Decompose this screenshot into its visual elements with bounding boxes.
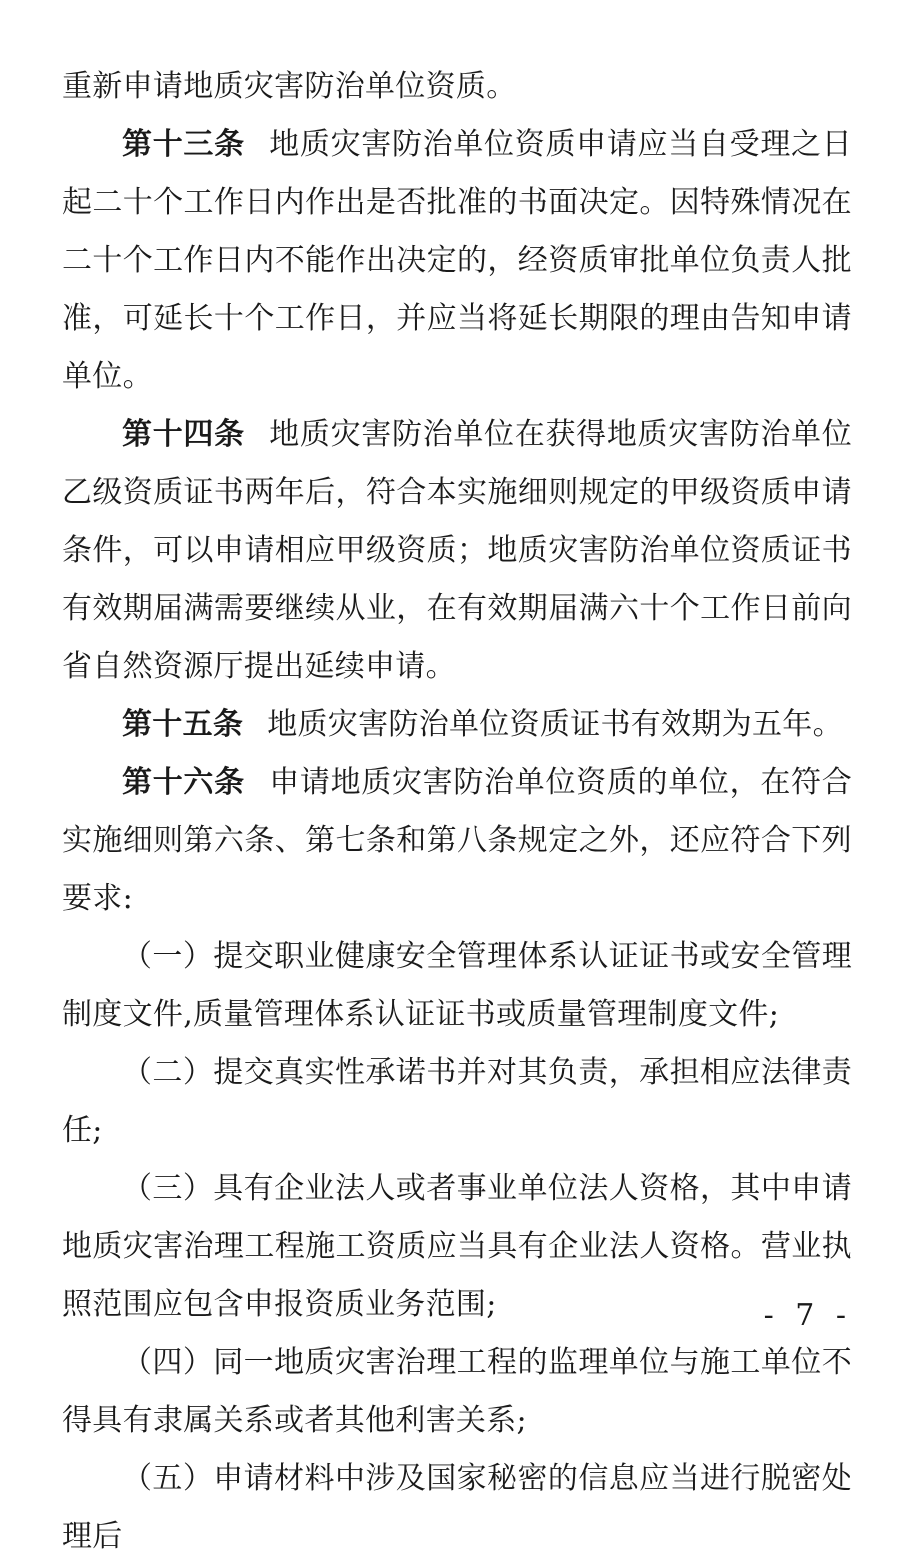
article-heading: 第十四条 <box>122 417 245 452</box>
paragraph-text: （二）提交真实性承诺书并对其负责，承担相应法律责任; <box>62 1055 852 1148</box>
paragraph-text: 地质灾害防治单位资质证书有效期为五年。 <box>267 707 843 742</box>
paragraph-text: 地质灾害防治单位在获得地质灾害防治单位乙级资质证书两年后，符合本实施细则规定的甲级资质申请条件，可以申请相应甲级资质；地质灾害防治单位资质证书有效期届满需要继续从业，在有效期届满六十个工作日前向省自然资源厅提出延续申请。 <box>62 417 853 684</box>
paragraph-continuation <box>62 58 852 116</box>
paragraph-text: 申请地质灾害防治单位资质的单位，在符合实施细则第六条、第七条和第八条规定之外，还应符合下列要求: <box>62 765 853 916</box>
paragraph-text: （三）具有企业法人或者事业单位法人资格，其中申请地质灾害治理工程施工资质应当具有企业法人资格。营业执照范围应包含申报资质业务范围; <box>62 1171 852 1322</box>
paragraph-text: （四）同一地质灾害治理工程的监理单位与施工单位不得具有隶属关系或者其他利害关系; <box>62 1345 852 1438</box>
paragraph-text: 地质灾害防治单位资质申请应当自受理之日起二十个工作日内作出是否批准的书面决定。因特殊情况在二十个工作日内不能作出决定的，经资质审批单位负责人批准，可延长十个工作日，并应当将延长期限的理由告知申请单位。 <box>62 127 853 394</box>
list-item-4 <box>62 1334 852 1450</box>
list-item-1 <box>62 928 852 1044</box>
article-16-paragraph <box>62 754 852 928</box>
article-heading: 第十六条 <box>122 765 245 800</box>
page-number: - 7 - <box>763 1298 852 1333</box>
list-item-3 <box>62 1160 852 1334</box>
article-heading: 第十三条 <box>122 127 245 162</box>
article-14-paragraph <box>62 406 852 696</box>
article-heading: 第十五条 <box>122 707 244 742</box>
paragraph-text: （一）提交职业健康安全管理体系认证证书或安全管理制度文件,质量管理体系认证证书或质量管理制度文件; <box>62 939 852 1032</box>
paragraph-text: （五）申请材料中涉及国家秘密的信息应当进行脱密处理后 <box>62 1461 852 1554</box>
list-item-5 <box>62 1450 852 1566</box>
list-item-2 <box>62 1044 852 1160</box>
document-body <box>62 58 852 1566</box>
paragraph-text: 重新申请地质灾害防治单位资质。 <box>62 69 517 104</box>
article-13-paragraph <box>62 116 852 406</box>
article-15-paragraph <box>62 696 852 754</box>
